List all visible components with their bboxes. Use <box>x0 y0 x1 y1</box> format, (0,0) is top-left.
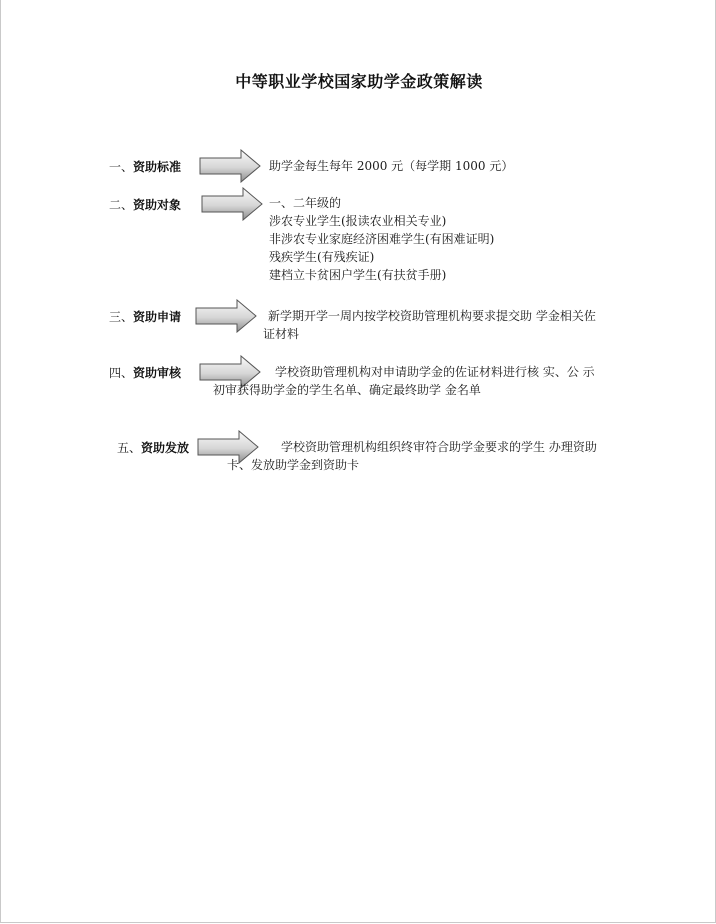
content-line: 非涉农专业家庭经济困难学生(有困难证明) <box>269 232 495 246</box>
section-number: 四、 <box>109 366 134 380</box>
arrow-icon <box>201 187 263 221</box>
arrow-icon <box>199 149 261 183</box>
section-label-1 <box>109 158 181 175</box>
section-name: 资助发放 <box>141 441 190 455</box>
document-title: 中等职业学校国家助学金政策解读 <box>235 72 483 91</box>
arrow-icon <box>195 299 257 333</box>
section-name: 资助审核 <box>133 366 182 380</box>
section-number: 三、 <box>109 310 134 324</box>
content-line: 新学期开学一周内按学校资助管理机构要求提交助 学金相关佐 <box>268 309 596 323</box>
section-name: 资助申请 <box>133 310 182 324</box>
section-number: 一、 <box>109 160 134 174</box>
section-number: 五、 <box>117 441 142 455</box>
section-name: 资助标准 <box>133 160 182 174</box>
section-label-2 <box>109 196 181 213</box>
content-line: 涉农专业学生(报读农业相关专业) <box>269 214 447 228</box>
content-line: 一、二年级的 <box>269 196 342 210</box>
content-line: 学校资助管理机构对申请助学金的佐证材料进行核 实、公 示 <box>275 365 595 379</box>
content-line: 学校资助管理机构组织终审符合助学金要求的学生 办理资助 <box>281 440 597 454</box>
content-line: 助学金每生每年 2000 元（每学期 1000 元） <box>269 159 514 173</box>
section-label-3 <box>109 308 181 325</box>
content-line: 证材料 <box>263 327 300 341</box>
content-line: 残疾学生(有残疾证) <box>269 250 375 264</box>
content-line: 卡、发放助学金到资助卡 <box>227 458 360 472</box>
section-content-4 <box>213 363 595 399</box>
section-content-3 <box>263 307 596 343</box>
section-label-4 <box>109 364 181 381</box>
content-line: 建档立卡贫困户学生(有扶贫手册) <box>269 268 447 282</box>
section-name: 资助对象 <box>133 198 182 212</box>
section-content-1 <box>269 157 513 175</box>
section-label-5 <box>117 439 189 456</box>
section-content-2 <box>269 194 494 284</box>
content-line: 初审获得助学金的学生名单、确定最终助学 金名单 <box>213 383 481 397</box>
section-number: 二、 <box>109 198 134 212</box>
section-content-5 <box>227 438 597 474</box>
